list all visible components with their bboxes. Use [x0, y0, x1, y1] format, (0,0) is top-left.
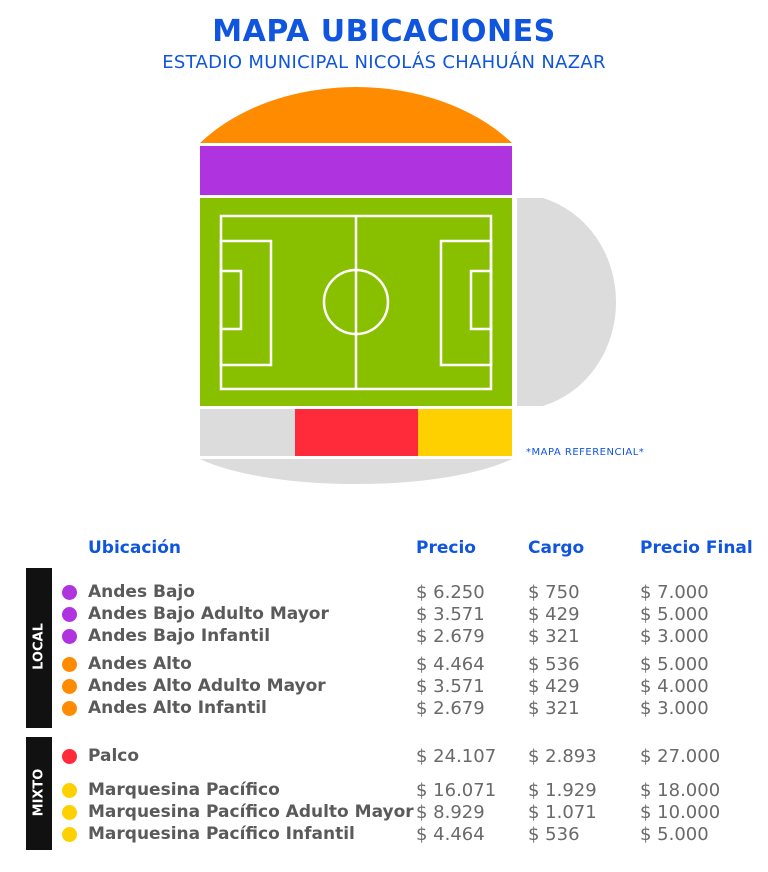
charge-value: $ 1.071 [528, 802, 597, 823]
table-row [62, 824, 762, 846]
price-value: $ 3.571 [416, 676, 485, 697]
price-value: $ 2.679 [416, 698, 485, 719]
table-row [62, 654, 762, 676]
sector-andes-alto[interactable] [200, 87, 512, 143]
header-cargo: Cargo [528, 538, 585, 558]
color-dot-icon [62, 805, 77, 820]
table-row [62, 626, 762, 648]
final-price-value: $ 5.000 [640, 604, 709, 625]
table-row [62, 582, 762, 604]
price-value: $ 4.464 [416, 654, 485, 675]
page-title: MAPA UBICACIONES [212, 14, 556, 49]
color-dot-icon [62, 783, 77, 798]
price-value: $ 3.571 [416, 604, 485, 625]
location-name: Andes Bajo Infantil [88, 626, 271, 646]
price-value: $ 24.107 [416, 746, 497, 767]
final-price-value: $ 7.000 [640, 582, 709, 603]
color-dot-icon [62, 701, 77, 716]
location-name: Marquesina Pacífico Infantil [88, 824, 355, 844]
charge-value: $ 536 [528, 824, 580, 845]
group-label: LOCAL [31, 623, 47, 670]
table-row [62, 604, 762, 626]
sector-marquesina[interactable] [418, 409, 512, 456]
charge-value: $ 429 [528, 604, 580, 625]
price-value: $ 4.464 [416, 824, 485, 845]
price-value: $ 2.679 [416, 626, 485, 647]
charge-value: $ 750 [528, 582, 580, 603]
table-row [62, 676, 762, 698]
location-name: Marquesina Pacífico [88, 780, 280, 800]
color-dot-icon [62, 749, 77, 764]
final-price-value: $ 5.000 [640, 654, 709, 675]
color-dot-icon [62, 629, 77, 644]
group-label: MIXTO [31, 768, 47, 816]
location-name: Andes Bajo [88, 582, 195, 602]
final-price-value: $ 18.000 [640, 780, 721, 801]
sector-palco[interactable] [295, 409, 418, 456]
price-value: $ 8.929 [416, 802, 485, 823]
charge-value: $ 1.929 [528, 780, 597, 801]
table-row [62, 780, 762, 802]
color-dot-icon [62, 585, 77, 600]
charge-value: $ 321 [528, 698, 580, 719]
charge-value: $ 321 [528, 626, 580, 647]
sector-right-stand [517, 198, 616, 406]
location-name: Palco [88, 746, 140, 766]
final-price-value: $ 3.000 [640, 698, 709, 719]
location-name: Andes Alto Adulto Mayor [88, 676, 326, 696]
sector-andes-bajo[interactable] [200, 146, 512, 195]
price-value: $ 6.250 [416, 582, 485, 603]
color-dot-icon [62, 607, 77, 622]
color-dot-icon [62, 657, 77, 672]
sector-bottom-arc [200, 459, 512, 484]
final-price-value: $ 10.000 [640, 802, 721, 823]
charge-value: $ 429 [528, 676, 580, 697]
location-name: Andes Alto [88, 654, 192, 674]
header-ubicacion: Ubicación [88, 538, 182, 558]
location-name: Andes Bajo Adulto Mayor [88, 604, 329, 624]
price-value: $ 16.071 [416, 780, 497, 801]
header-precio: Precio [416, 538, 476, 558]
color-dot-icon [62, 679, 77, 694]
location-name: Andes Alto Infantil [88, 698, 267, 718]
table-row [62, 802, 762, 824]
table-row [62, 698, 762, 720]
table-row [62, 746, 762, 768]
location-name: Marquesina Pacífico Adulto Mayor [88, 802, 414, 822]
final-price-value: $ 4.000 [640, 676, 709, 697]
page-subtitle: ESTADIO MUNICIPAL NICOLÁS CHAHUÁN NAZAR [162, 52, 606, 73]
final-price-value: $ 3.000 [640, 626, 709, 647]
map-note: *MAPA REFERENCIAL* [526, 447, 645, 458]
charge-value: $ 536 [528, 654, 580, 675]
header-precio-final: Precio Final [640, 538, 753, 558]
final-price-value: $ 27.000 [640, 746, 721, 767]
final-price-value: $ 5.000 [640, 824, 709, 845]
charge-value: $ 2.893 [528, 746, 597, 767]
sector-grey-left [200, 409, 295, 456]
color-dot-icon [62, 827, 77, 842]
